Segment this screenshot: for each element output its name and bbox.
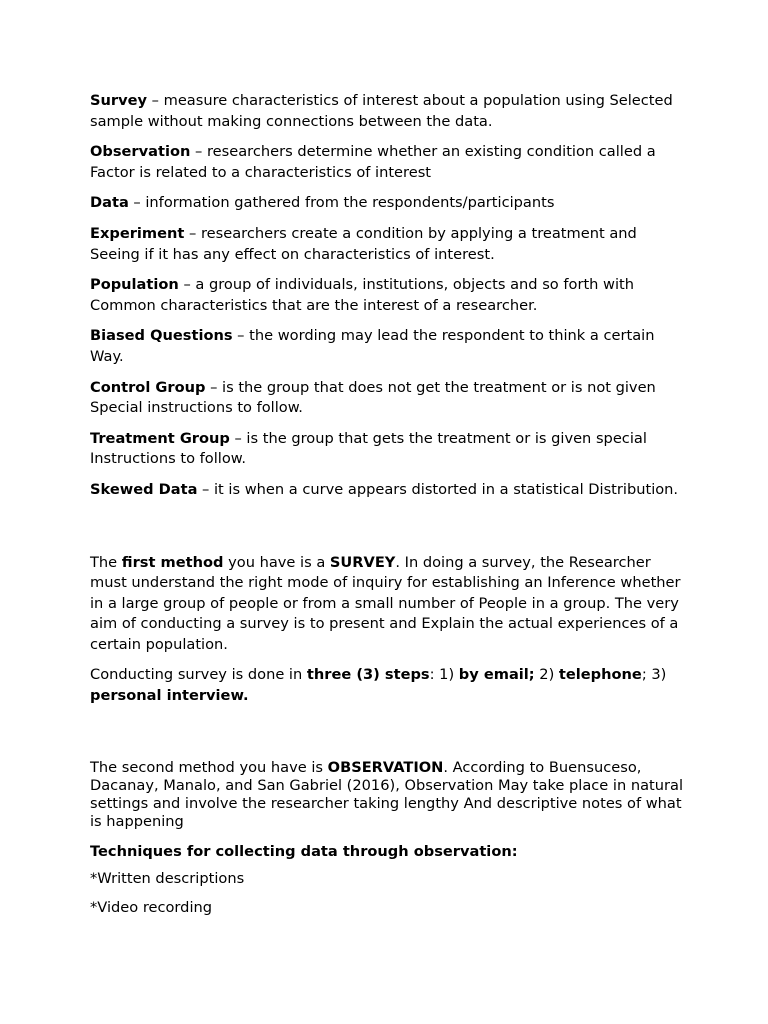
definition-text: – researchers determine whether an existing condition called a Factor is related to a characteristics of interest [90, 143, 656, 181]
text-run: you have is a [223, 553, 330, 571]
text-run: ; 3) [641, 666, 667, 684]
definition-text: – it is when a curve appears distorted in a statistical Distribution. [197, 480, 679, 498]
definition-skewed-data [90, 480, 690, 501]
definition-control-group [90, 378, 690, 419]
text-run: . In doing a survey, the Researcher must understand the right mode of inquiry for establishing an Inference whether in a large group of people or from a small number of People in a group. The very aim of conducting a survey is to present and Explain the actual experiences of a certain population. [90, 553, 681, 653]
text-run: 2) [534, 666, 559, 684]
definition-population [90, 275, 690, 316]
term: Skewed Data [90, 480, 198, 498]
spacer [90, 511, 690, 553]
bold-run: telephone [558, 666, 642, 684]
definition-text: – a group of individuals, institutions, objects and so forth with Common characteristics that are the interest of a researcher. [90, 276, 635, 314]
text-run: Conducting survey is done in [90, 666, 307, 684]
term: Observation [90, 143, 191, 161]
term: Treatment Group [90, 429, 230, 447]
term: Control Group [90, 378, 206, 396]
text-run: The [90, 553, 122, 571]
text-run: . According to Buensuceso, Dacanay, Manalo, and San Gabriel (2016), Observation May take place in natural settings and involve the researcher taking lengthy And descriptive notes of what is happening [90, 758, 684, 830]
bold-run: three (3) steps [306, 666, 430, 684]
term: Population [90, 276, 179, 294]
definition-treatment-group [90, 429, 690, 470]
definition-data [90, 193, 690, 214]
bold-run: OBSERVATION [327, 758, 444, 776]
spacer [90, 717, 690, 759]
definition-text: – researchers create a condition by applying a treatment and Seeing if it has any effect on characteristics of interest. [90, 224, 637, 263]
text-run: The second method you have is [90, 758, 328, 776]
term: Biased Questions [90, 327, 233, 345]
bold-run: first method [121, 553, 224, 571]
definition-text: – information gathered from the respondents/participants [128, 194, 555, 212]
technique-item: *Written descriptions [90, 870, 245, 888]
technique-item: *Video recording [90, 898, 213, 916]
document-page [90, 91, 690, 926]
survey-paragraph [90, 553, 690, 656]
definition-biased-questions [90, 326, 690, 367]
definition-text: – is the group that does not get the treatment or is not given Special instructions to follow. [90, 378, 656, 417]
techniques-heading: Techniques for collecting data through observation: [90, 842, 518, 860]
definition-text: – measure characteristics of interest about a population using Selected sample without making connections between the data. [90, 92, 673, 130]
text-run: : 1) [429, 666, 459, 684]
definition-survey [90, 91, 690, 132]
survey-steps [90, 665, 690, 706]
definition-text: – is the group that gets the treatment or is given special Instructions to follow. [90, 429, 647, 468]
term: Survey [90, 92, 148, 109]
bold-run: by email; [458, 666, 535, 684]
definition-observation [90, 142, 690, 183]
bold-run: personal interview. [90, 687, 249, 705]
term: Experiment [90, 224, 185, 242]
bold-run: SURVEY [329, 553, 396, 571]
observation-paragraph [90, 759, 690, 831]
definition-experiment [90, 224, 690, 265]
term: Data [90, 194, 129, 212]
definition-text: – the wording may lead the respondent to think a certain Way. [90, 327, 655, 365]
